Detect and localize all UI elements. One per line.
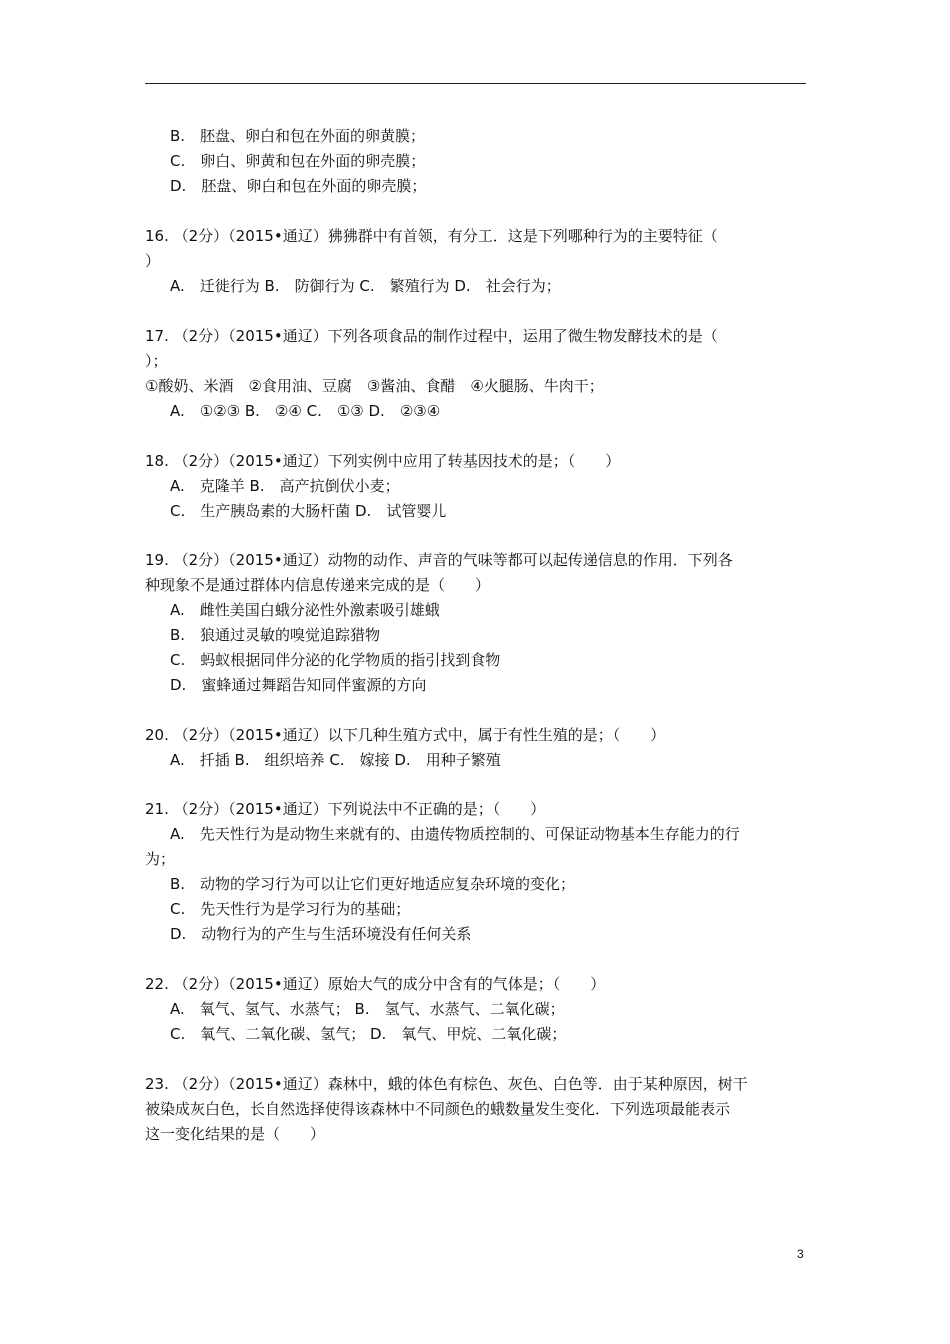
q17-stem-line1: 17. （2分）（2015•通辽）下列各项食品的制作过程中，运用了微生物发酵技术的是（ (145, 327, 718, 345)
q21-option-d: D. 动物行为的产生与生活环境没有任何关系 (170, 925, 472, 943)
q21-option-b: B. 动物的学习行为可以让它们更好地适应复杂环境的变化； (170, 875, 576, 893)
q16-stem-line2: ） (145, 252, 161, 270)
q19-option-c: C. 蚂蚁根据同伴分泌的化学物质的指引找到食物 (170, 651, 501, 669)
q20-options: A. 扦插 B. 组织培养 C. 嫁接 D. 用种子繁殖 (170, 751, 501, 769)
q19-option-d: D. 蜜蜂通过舞蹈告知同伴蜜源的方向 (170, 676, 427, 694)
q21-option-a-line1: A. 先天性行为是动物生来就有的、由遗传物质控制的、可保证动物基本生存能力的行 (170, 825, 740, 843)
q23-stem-line3: 这一变化结果的是（ ） (145, 1125, 326, 1143)
q17-options: A. ①②③ B. ②④ C. ①③ D. ②③④ (170, 402, 441, 420)
header-rule (145, 83, 806, 84)
q22-stem: 22. （2分）（2015•通辽）原始大气的成分中含有的气体是；（ ） (145, 975, 606, 993)
q15-option-c: C. 卵白、卵黄和包在外面的卵壳膜； (170, 152, 426, 170)
q18-options-ab: A. 克隆羊 B. 高产抗倒伏小麦； (170, 477, 400, 495)
q19-stem-line1: 19. （2分）（2015•通辽）动物的动作、声音的气味等都可以起传递信息的作用．下列各 (145, 551, 733, 569)
q18-options-cd: C. 生产胰岛素的大肠杆菌 D. 试管婴儿 (170, 502, 447, 520)
q19-option-a: A. 雌性美国白蛾分泌性外激素吸引雄蛾 (170, 601, 440, 619)
q19-option-b: B. 狼通过灵敏的嗅觉追踪猎物 (170, 626, 381, 644)
q21-option-a-line2: 为； (145, 850, 176, 868)
q23-stem-line2: 被染成灰白色，长自然选择使得该森林中不同颜色的蛾数量发生变化．下列选项最能表示 (145, 1100, 731, 1118)
q17-stem-line2: ）； (145, 352, 168, 370)
q17-items: ①酸奶、米酒 ②食用油、豆腐 ③酱油、食醋 ④火腿肠、牛肉干； (145, 377, 604, 395)
q21-stem: 21. （2分）（2015•通辽）下列说法中不正确的是；（ ） (145, 800, 546, 818)
q23-stem-line1: 23. （2分）（2015•通辽）森林中，蛾的体色有棕色、灰色、白色等．由于某种原因，树干 (145, 1075, 748, 1093)
q22-options-ab: A. 氧气、氢气、水蒸气； B. 氢气、水蒸气、二氧化碳； (170, 1000, 565, 1018)
q15-option-d: D. 胚盘、卵白和包在外面的卵壳膜； (170, 177, 427, 195)
q18-stem: 18. （2分）（2015•通辽）下列实例中应用了转基因技术的是；（ ） (145, 452, 621, 470)
q22-options-cd: C. 氧气、二氧化碳、氢气； D. 氧气、甲烷、二氧化碳； (170, 1025, 567, 1043)
q16-stem-line1: 16. （2分）（2015•通辽）狒狒群中有首领，有分工．这是下列哪种行为的主要特征（ (145, 227, 718, 245)
q19-stem-line2: 种现象不是通过群体内信息传递来完成的是（ ） (145, 576, 491, 594)
q20-stem: 20. （2分）（2015•通辽）以下几种生殖方式中，属于有性生殖的是；（ ） (145, 726, 666, 744)
page-number: 3 (797, 1247, 804, 1261)
q15-option-b: B. 胚盘、卵白和包在外面的卵黄膜； (170, 127, 426, 145)
q16-options: A. 迁徙行为 B. 防御行为 C. 繁殖行为 D. 社会行为； (170, 277, 561, 295)
q21-option-c: C. 先天性行为是学习行为的基础； (170, 900, 411, 918)
